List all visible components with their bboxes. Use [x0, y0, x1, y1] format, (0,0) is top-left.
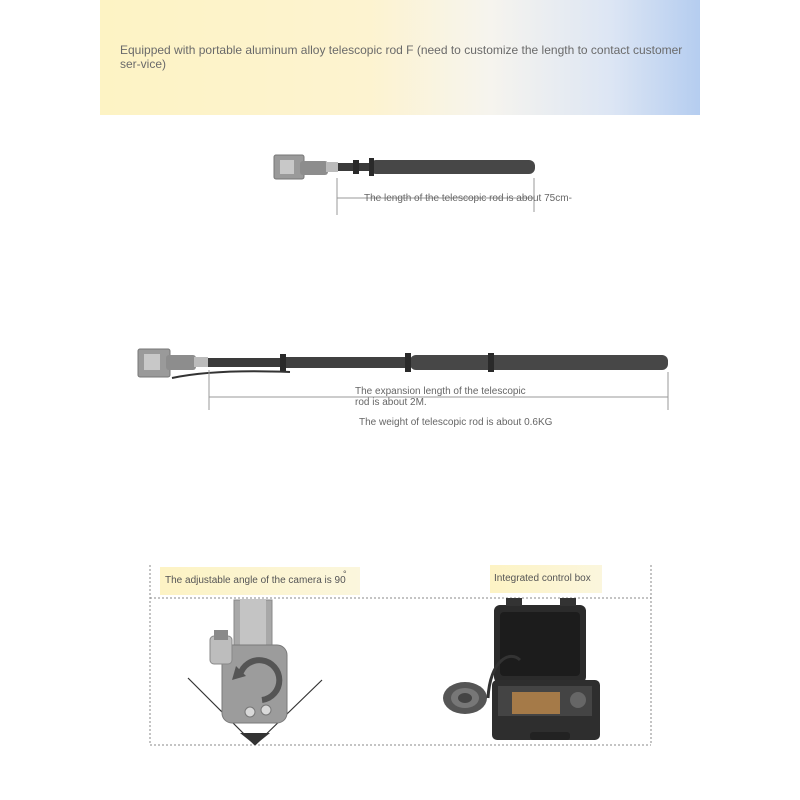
- degree-symbol: °: [343, 569, 347, 579]
- long-rod-camera-head: [138, 349, 208, 377]
- banner-text: Equipped with portable aluminum alloy telescopic rod F (need to customize the length to contact customer ser-vice): [120, 43, 683, 71]
- long-rod-length-label-line1: The expansion length of the telescopic: [355, 386, 526, 397]
- camera-angle-label: The adjustable angle of the camera is 90: [165, 575, 346, 586]
- camera-angle-illustration: [188, 600, 322, 745]
- short-rod-length-label: The length of the telescopic rod is about 75cm-: [364, 193, 572, 204]
- camera-angle-label-box: [160, 567, 360, 595]
- control-box-illustration: [443, 598, 600, 740]
- short-rod-body: [338, 158, 535, 176]
- long-rod-body: [172, 353, 668, 378]
- long-rod-length-label-line2: rod is about 2M.: [355, 397, 427, 408]
- short-rod-camera-head: [274, 155, 338, 179]
- control-box-label: Integrated control box: [494, 573, 591, 584]
- rod-weight-label: The weight of telescopic rod is about 0.6KG: [359, 417, 553, 428]
- control-box-label-box: [490, 565, 602, 593]
